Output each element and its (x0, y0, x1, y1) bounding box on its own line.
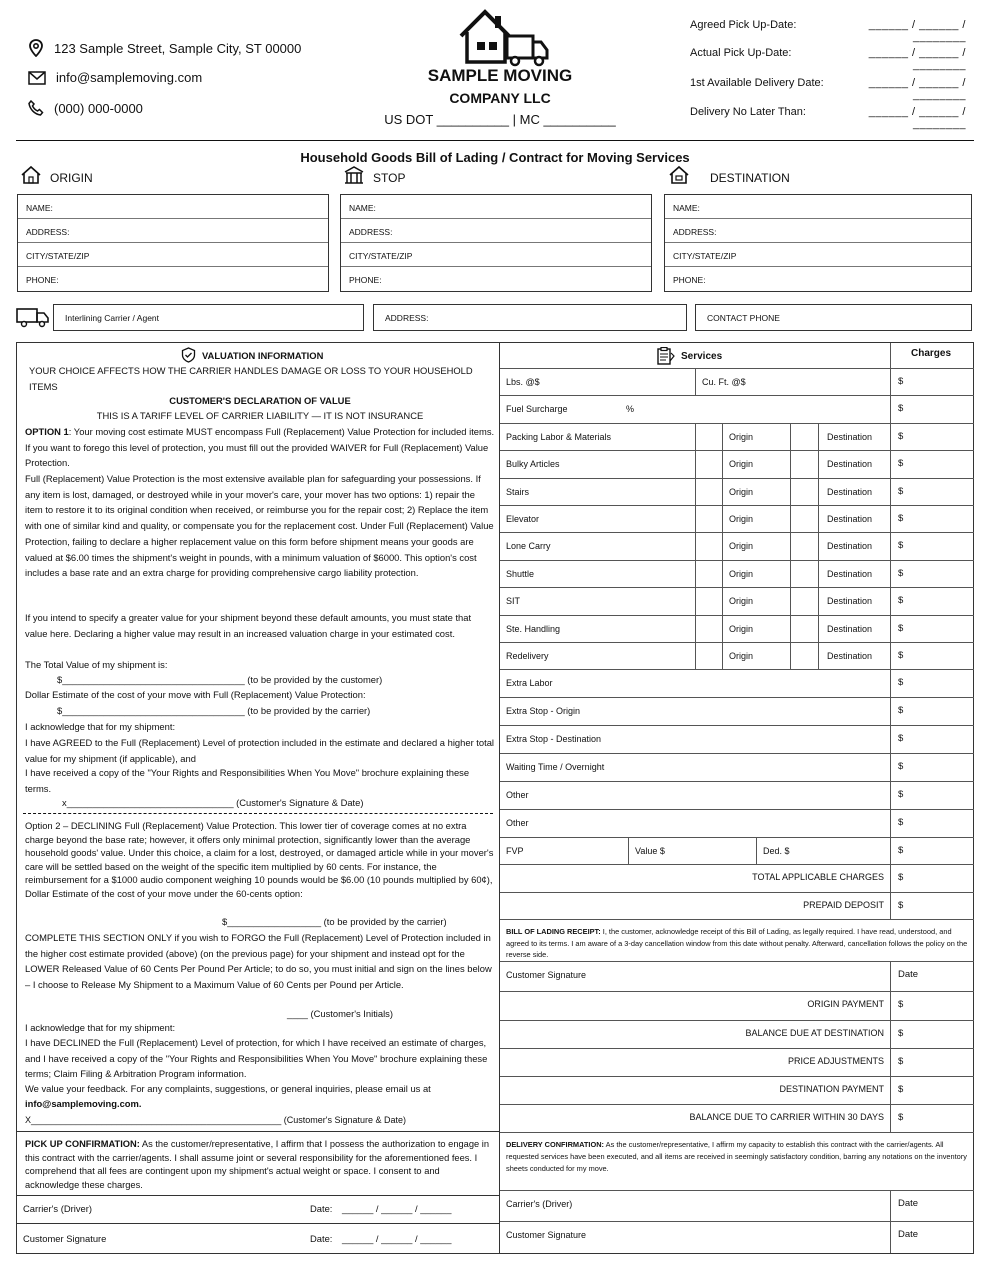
charge-amount-cell[interactable]: $ (890, 810, 903, 837)
destination-heading (668, 165, 790, 185)
origin-label-cell: Origin (722, 588, 753, 614)
receipt-body: I, the customer, acknowledge receipt of this Bill of Lading, as legally required. I have read, understood, and agreed to its terms. I am aware of a 3-day cancellation window from this date without penalty. Afterward, cancellation follows the policy on the reverse side. (506, 927, 968, 960)
fvp-cell[interactable]: FVP (506, 846, 524, 857)
destination-label-cell: Destination (818, 561, 872, 587)
service-row (500, 561, 974, 588)
service-row (500, 1133, 974, 1191)
service-row (500, 451, 974, 478)
phone-text: (000) 000-0000 (54, 100, 143, 116)
receipt-customer-signature[interactable]: Customer Signature (506, 970, 587, 981)
origin-check-cell[interactable] (695, 561, 702, 587)
origin-name-field[interactable]: NAME: (18, 195, 328, 219)
house-truck-logo-icon (455, 6, 551, 68)
stop-heading (343, 165, 405, 185)
charge-amount-cell[interactable]: $ (890, 726, 903, 753)
option2-blank[interactable]: $__________________ (to be provided by the carrier) (222, 916, 447, 927)
envelope-icon (28, 71, 46, 85)
service-name-cell[interactable]: Stairs (506, 486, 530, 497)
delivery-driver-signature[interactable]: Carrier's (Driver) (506, 1199, 573, 1210)
destination-label-cell: Destination (818, 643, 872, 669)
service-name-cell[interactable]: Packing Labor & Materials (506, 431, 612, 442)
contact-phone-field[interactable]: CONTACT PHONE (695, 304, 972, 331)
service-row (500, 920, 974, 962)
service-row (500, 506, 974, 533)
charge-amount-cell[interactable]: $ (890, 479, 903, 505)
delivery-no-later-date[interactable] (690, 106, 970, 130)
origin-label-cell: Origin (722, 561, 753, 587)
pickup-sign-divider (17, 1195, 499, 1196)
service-row (500, 782, 974, 810)
service-name-cell[interactable]: Lone Carry (506, 541, 551, 552)
service-row (500, 962, 974, 992)
service-name-cell[interactable]: Other (506, 818, 529, 829)
service-row (500, 1222, 974, 1253)
charge-amount-cell[interactable]: $ (890, 369, 903, 395)
date-blank[interactable]: ______ / ______ / ________ (868, 77, 966, 101)
origin-label-cell: Origin (722, 479, 753, 505)
acknowledge-2: I acknowledge that for my shipment: (25, 1022, 176, 1033)
service-row (500, 838, 974, 865)
stop-phone-field[interactable]: PHONE: (349, 275, 382, 285)
charge-amount-cell[interactable]: $ (890, 698, 903, 725)
dashed-divider (23, 813, 493, 814)
origin-check-cell[interactable] (695, 479, 702, 505)
date-blank[interactable]: ______ / ______ / ________ (868, 106, 966, 130)
dollar-estimate-label: Dollar Estimate of the cost of your move with Full (Replacement) Value Protection: (25, 689, 366, 700)
service-name-cell[interactable]: Shuttle (506, 568, 535, 579)
option2-text: Option 2 – DECLINING Full (Replacement) Value Protection. This lower tier of coverage comes at no extra charge beyond the base rate; however, it offers only minimal protection, significantly lower than the average household goods' value. Under this choice, a claim for a lost, destroyed, or damaged article while in your mover's care will be settled based on the weight of the specific item multiplied by 60 cents. For instance, the reimbursement for a $1000 audio component weighing 10 pounds would be $6.00 (10 pounds multiplied by 60¢), Dollar Estimate of the cost of your move under the 60-cents option: (25, 820, 494, 899)
signature-line-1[interactable]: x________________________________ (Customer's Signature & Date) (62, 797, 364, 808)
origin-label-cell: Origin (722, 424, 753, 450)
service-name-cell[interactable]: Redelivery (506, 651, 549, 661)
pickup-customer-label: Customer Signature (23, 1233, 107, 1244)
services-heading (655, 347, 722, 365)
pickup-sign-divider-2 (17, 1223, 499, 1224)
house-icon (668, 165, 690, 185)
payment-label: PRICE ADJUSTMENTS (787, 1055, 884, 1066)
delivery-customer-date[interactable]: Date (890, 1222, 918, 1253)
complete-section-text: COMPLETE THIS SECTION ONLY if you wish to FORGO the Full (Replacement) Level of Protection included in the higher cost estimate provided (above) (on the previous page) for your shipment and instead opt for the LOWER Released Value of 60 Cents Per Pound Per Article; to do so, you must initial and sign on the lines below – I choose to Release My Shipment to a Maximum Value of 60 Cents per Pound per Article. (25, 932, 492, 991)
prepaid-deposit-label: PREPAID DEPOSIT (803, 899, 884, 910)
origin-check-cell[interactable] (695, 643, 702, 669)
full-value-text: Full (Replacement) Value Protection is the most extensive available plan for safeguarding your possessions. If any item is lost, damaged, or destroyed while in your mover's care, your mover has two options: 1) repair the item to restore it to its original condition when received, or reimburse you for the repair cost; 2) Replace the item with one of similar kind and quality, or compensate you for the replacement cost. Under Full (Replacement) Value Protection, failing to declare a higher replacement value on this form before shipment means your goods are valued at $6.00 times the shipment's weight in pounds, with a minimum valuation of $6000. This option's cost includes a base rate and an extra charge for providing comprehensive cargo liability protection. (25, 473, 494, 579)
services-panel (500, 342, 974, 1254)
service-row (500, 479, 974, 506)
pickup-driver-date-blank[interactable]: ______ / ______ / ______ (342, 1203, 452, 1214)
valuation-panel (16, 342, 500, 1254)
service-name-cell[interactable]: Extra Stop - Destination (506, 734, 602, 745)
payment-label: BALANCE DUE AT DESTINATION (745, 1027, 884, 1038)
origin-label: ORIGIN (50, 171, 93, 185)
payment-label: DESTINATION PAYMENT (779, 1083, 884, 1094)
service-row (500, 588, 974, 615)
valuation-heading (181, 347, 323, 363)
email-line (28, 70, 202, 85)
fuel-surcharge-cell[interactable]: Fuel Surcharge (506, 404, 568, 415)
lbs-rate-cell[interactable]: Lbs. @$ (506, 377, 540, 387)
services-heading-text: Services (681, 350, 723, 362)
service-row (500, 893, 974, 920)
tariff-notice: THIS IS A TARIFF LEVEL OF CARRIER LIABILITY — IT IS NOT INSURANCE (96, 410, 424, 421)
dollar-estimate-blank[interactable]: $___________________________________ (to be provided by the carrier) (57, 705, 371, 716)
date-label: Delivery No Later Than: (690, 106, 806, 118)
delivery-text (506, 1139, 968, 1174)
destination-check-cell[interactable] (790, 506, 797, 532)
destination-box (664, 194, 972, 292)
origin-check-cell[interactable] (695, 451, 702, 477)
service-row (500, 1105, 974, 1133)
charge-amount-cell[interactable]: $ (890, 1077, 903, 1104)
service-row (500, 865, 974, 892)
stop-city-field[interactable]: CITY/STATE/ZIP (341, 243, 651, 267)
pickup-customer-date-blank[interactable]: ______ / ______ / ______ (342, 1233, 452, 1244)
service-row (500, 1021, 974, 1049)
declaration-heading: CUSTOMER'S DECLARATION OF VALUE (169, 395, 351, 406)
option1-label: OPTION 1 (25, 426, 69, 437)
total-value-label: The Total Value of my shipment is: (25, 659, 168, 670)
origin-label-cell: Origin (722, 506, 753, 532)
service-name-cell[interactable]: SIT (506, 596, 521, 607)
option1-body: : Your moving cost estimate MUST encompass Full (Replacement) Value Protection for included items. If you want to forego this level of protection, you must fill out the provided WAIVER for Full (Replacement) Value Protection. (25, 426, 495, 469)
service-row (500, 616, 974, 643)
delivery-body: As the customer/representative, I affirm my capacity to establish this contract with the carrier/agents. All requested services have been executed, and all items are received in seemingly satisfactory condition, barring any notations on the inventory sheets conducted for my move. (506, 1140, 967, 1173)
charge-amount-cell[interactable]: $ (890, 1049, 903, 1076)
charge-amount-cell[interactable]: $ (890, 396, 903, 422)
origin-label-cell: Origin (722, 533, 753, 559)
clipboard-icon (655, 347, 675, 365)
total-charges-label: TOTAL APPLICABLE CHARGES (752, 872, 884, 883)
email-text: info@samplemoving.com (56, 70, 203, 85)
declined-text: I have DECLINED the Full (Replacement) Level of protection, for which I have received an estimate of charges, and I have received a copy of the "Your Rights and Responsibilities When You Move" brochure explaining these terms; Claim Filing & Arbitration Program information. (25, 1037, 488, 1080)
feedback-text: We value your feedback. For any complaints, suggestions, or general inquiries, please email us at (25, 1083, 431, 1094)
location-pin-icon (28, 39, 44, 57)
service-name-cell[interactable]: Elevator (506, 514, 540, 524)
phone-icon (28, 100, 44, 116)
received-text: I have received a copy of the "Your Rights and Responsibilities When You Move" brochure explaining these terms. (25, 767, 470, 794)
service-row (500, 810, 974, 838)
form-title: Household Goods Bill of Lading / Contract for Moving Services (300, 150, 690, 165)
origin-city-field[interactable]: CITY/STATE/ZIP (18, 243, 328, 267)
stop-box (340, 194, 652, 292)
origin-check-cell[interactable] (695, 533, 702, 559)
date-label: Actual Pick Up-Date: (690, 47, 792, 59)
service-row (500, 754, 974, 782)
origin-box (17, 194, 329, 292)
service-row (500, 424, 974, 451)
pickup-body: As the customer/representative, I affirm that I possess the authorization to engage in this contract with the carrier/agents. I shall assume joint or several responsibility for the aforementioned fees. I comprehend that all fees are contingent upon my shipment's actual weight or space. I consent to and acknowledge these charges. (25, 1139, 490, 1190)
header-divider (16, 140, 974, 141)
service-row (500, 369, 974, 396)
truck-icon (16, 306, 50, 328)
greater-value-text: If you intend to specify a greater value for your shipment beyond these default amounts, you must state that value here. Declaring a higher value may result in an increased valuation charge in your estimated cost. (25, 612, 472, 639)
destination-city-field[interactable]: CITY/STATE/ZIP (665, 243, 971, 267)
cuft-rate-cell[interactable]: Cu. Ft. @$ (695, 369, 746, 395)
charge-amount-cell[interactable]: $ (890, 865, 903, 891)
payment-label: ORIGIN PAYMENT (807, 999, 884, 1010)
actual-pickup-date[interactable] (690, 47, 970, 71)
origin-check-cell[interactable] (695, 588, 702, 614)
delivery-driver-date[interactable]: Date (890, 1191, 918, 1221)
charge-amount-cell[interactable]: $ (890, 1105, 903, 1132)
service-row (500, 533, 974, 560)
receipt-label: BILL OF LADING RECEIPT: (506, 927, 601, 937)
service-row (500, 396, 974, 423)
destination-label-cell: Destination (818, 616, 872, 642)
destination-check-cell[interactable] (790, 643, 797, 669)
company-name-line2: COMPANY LLC (449, 90, 551, 106)
charge-amount-cell[interactable]: $ (890, 643, 903, 669)
pickup-customer-date-label: Date: (310, 1233, 333, 1244)
fvp-value-cell[interactable]: Value $ (628, 838, 665, 864)
origin-check-cell[interactable] (695, 616, 702, 642)
destination-check-cell[interactable] (790, 424, 797, 450)
service-name-cell[interactable]: Extra Stop - Origin (506, 706, 581, 717)
service-name-cell[interactable]: Other (506, 790, 529, 801)
destination-label-cell: Destination (818, 533, 872, 559)
shield-check-icon (181, 347, 196, 363)
destination-check-cell[interactable] (790, 479, 797, 505)
agreed-text: I have AGREED to the Full (Replacement) Level of protection included in the estimate and declared a higher total value for my shipment (if applicable), and (25, 737, 495, 764)
destination-name-field[interactable]: NAME: (665, 195, 971, 219)
charge-amount-cell[interactable]: $ (890, 782, 903, 809)
destination-check-cell[interactable] (790, 616, 797, 642)
origin-heading (20, 165, 93, 185)
destination-label-cell: Destination (818, 451, 872, 477)
first-delivery-date[interactable] (690, 77, 970, 101)
charge-amount-cell[interactable]: $ (890, 616, 903, 642)
total-value-blank[interactable]: $___________________________________ (to be provided by the customer) (57, 674, 383, 685)
carrier-address-field[interactable]: ADDRESS: (373, 304, 687, 331)
acknowledge-1: I acknowledge that for my shipment: (25, 721, 176, 732)
origin-phone-field[interactable]: PHONE: (26, 275, 59, 285)
phone-line (28, 100, 143, 116)
pickup-driver-label: Carrier's (Driver) (23, 1203, 92, 1214)
stop-label: STOP (373, 171, 406, 185)
service-row (500, 1049, 974, 1077)
services-header (500, 343, 974, 369)
payment-label: BALANCE DUE TO CARRIER WITHIN 30 DAYS (689, 1112, 884, 1123)
pickup-divider (17, 1131, 499, 1132)
delivery-customer-signature[interactable]: Customer Signature (506, 1230, 587, 1241)
receipt-text (506, 926, 968, 961)
pickup-label: PICK UP CONFIRMATION: (25, 1139, 140, 1149)
charge-amount-cell[interactable]: $ (890, 670, 903, 697)
agreed-pickup-date[interactable] (690, 19, 970, 43)
charge-amount-cell[interactable]: $ (890, 506, 903, 532)
date-blank[interactable]: ______ / ______ / ________ (868, 19, 966, 43)
destination-check-cell[interactable] (790, 588, 797, 614)
valuation-heading-text: VALUATION INFORMATION (202, 349, 324, 361)
destination-check-cell[interactable] (790, 533, 797, 559)
origin-label-cell: Origin (722, 643, 753, 669)
dot-mc-line: US DOT __________ | MC __________ (384, 112, 616, 127)
destination-label: DESTINATION (710, 171, 790, 185)
destination-phone-field[interactable]: PHONE: (673, 275, 706, 285)
charge-amount-cell[interactable]: $ (890, 588, 903, 614)
service-row (500, 698, 974, 726)
fvp-deductible-cell[interactable]: Ded. $ (756, 838, 790, 864)
date-blank[interactable]: ______ / ______ / ________ (868, 47, 966, 71)
destination-address-field[interactable]: ADDRESS: (665, 219, 971, 243)
origin-label-cell: Origin (722, 616, 753, 642)
feedback-email[interactable]: info@samplemoving.com. (25, 1098, 142, 1109)
origin-label-cell: Origin (722, 451, 753, 477)
option1-text (25, 424, 495, 471)
service-name-cell[interactable]: Waiting Time / Overnight (506, 762, 605, 773)
building-icon (343, 165, 365, 185)
percent-cell[interactable]: % (626, 404, 635, 415)
origin-check-cell[interactable] (695, 424, 702, 450)
charges-heading: Charges (890, 343, 974, 368)
destination-label-cell: Destination (818, 479, 872, 505)
charge-amount-cell[interactable]: $ (890, 754, 903, 781)
initials-line[interactable]: ____ (Customer's Initials) (287, 1008, 393, 1019)
destination-label-cell: Destination (818, 424, 872, 450)
address-text: 123 Sample Street, Sample City, ST 00000 (54, 40, 302, 56)
company-name-line1: SAMPLE MOVING (427, 66, 573, 85)
destination-label-cell: Destination (818, 506, 872, 532)
service-name-cell[interactable]: Bulky Articles (506, 459, 560, 470)
charge-amount-cell[interactable]: $ (890, 424, 903, 450)
service-row (500, 1077, 974, 1105)
destination-check-cell[interactable] (790, 451, 797, 477)
signature-line-2[interactable]: X__________________________________________________ (Customer's Signature & Date) (25, 1115, 407, 1125)
stop-address-field[interactable]: ADDRESS: (341, 219, 651, 243)
origin-check-cell[interactable] (695, 506, 702, 532)
charge-amount-cell[interactable]: $ (890, 561, 903, 587)
valuation-choice: YOUR CHOICE AFFECTS HOW THE CARRIER HANDLES DAMAGE OR LOSS TO YOUR HOUSEHOLD ITEMS (29, 365, 473, 392)
charge-amount-cell[interactable]: $ (890, 1021, 903, 1048)
service-name-cell[interactable]: Ste. Handling (506, 623, 561, 634)
service-row (500, 670, 974, 698)
charge-amount-cell[interactable]: $ (890, 893, 903, 919)
charge-amount-cell[interactable]: $ (890, 451, 903, 477)
date-label: 1st Available Delivery Date: (690, 77, 824, 89)
origin-address-field[interactable]: ADDRESS: (18, 219, 328, 243)
charge-amount-cell[interactable]: $ (890, 992, 903, 1019)
interlining-carrier-field[interactable]: Interlining Carrier / Agent (53, 304, 364, 331)
destination-check-cell[interactable] (790, 561, 797, 587)
service-name-cell[interactable]: Extra Labor (506, 678, 553, 689)
receipt-date-cell[interactable]: Date (890, 962, 918, 991)
address-line (28, 39, 301, 57)
date-label: Agreed Pick Up-Date: (690, 19, 797, 31)
destination-label-cell: Destination (818, 588, 872, 614)
stop-name-field[interactable]: NAME: (341, 195, 651, 219)
house-icon (20, 165, 42, 185)
charge-amount-cell[interactable]: $ (890, 838, 903, 864)
pickup-driver-date-label: Date: (310, 1203, 333, 1214)
service-row (500, 726, 974, 754)
pickup-confirmation (25, 1138, 495, 1192)
service-row (500, 992, 974, 1020)
service-row (500, 643, 974, 670)
service-row (500, 1191, 974, 1222)
delivery-label: DELIVERY CONFIRMATION: (506, 1140, 604, 1150)
charge-amount-cell[interactable]: $ (890, 533, 903, 559)
